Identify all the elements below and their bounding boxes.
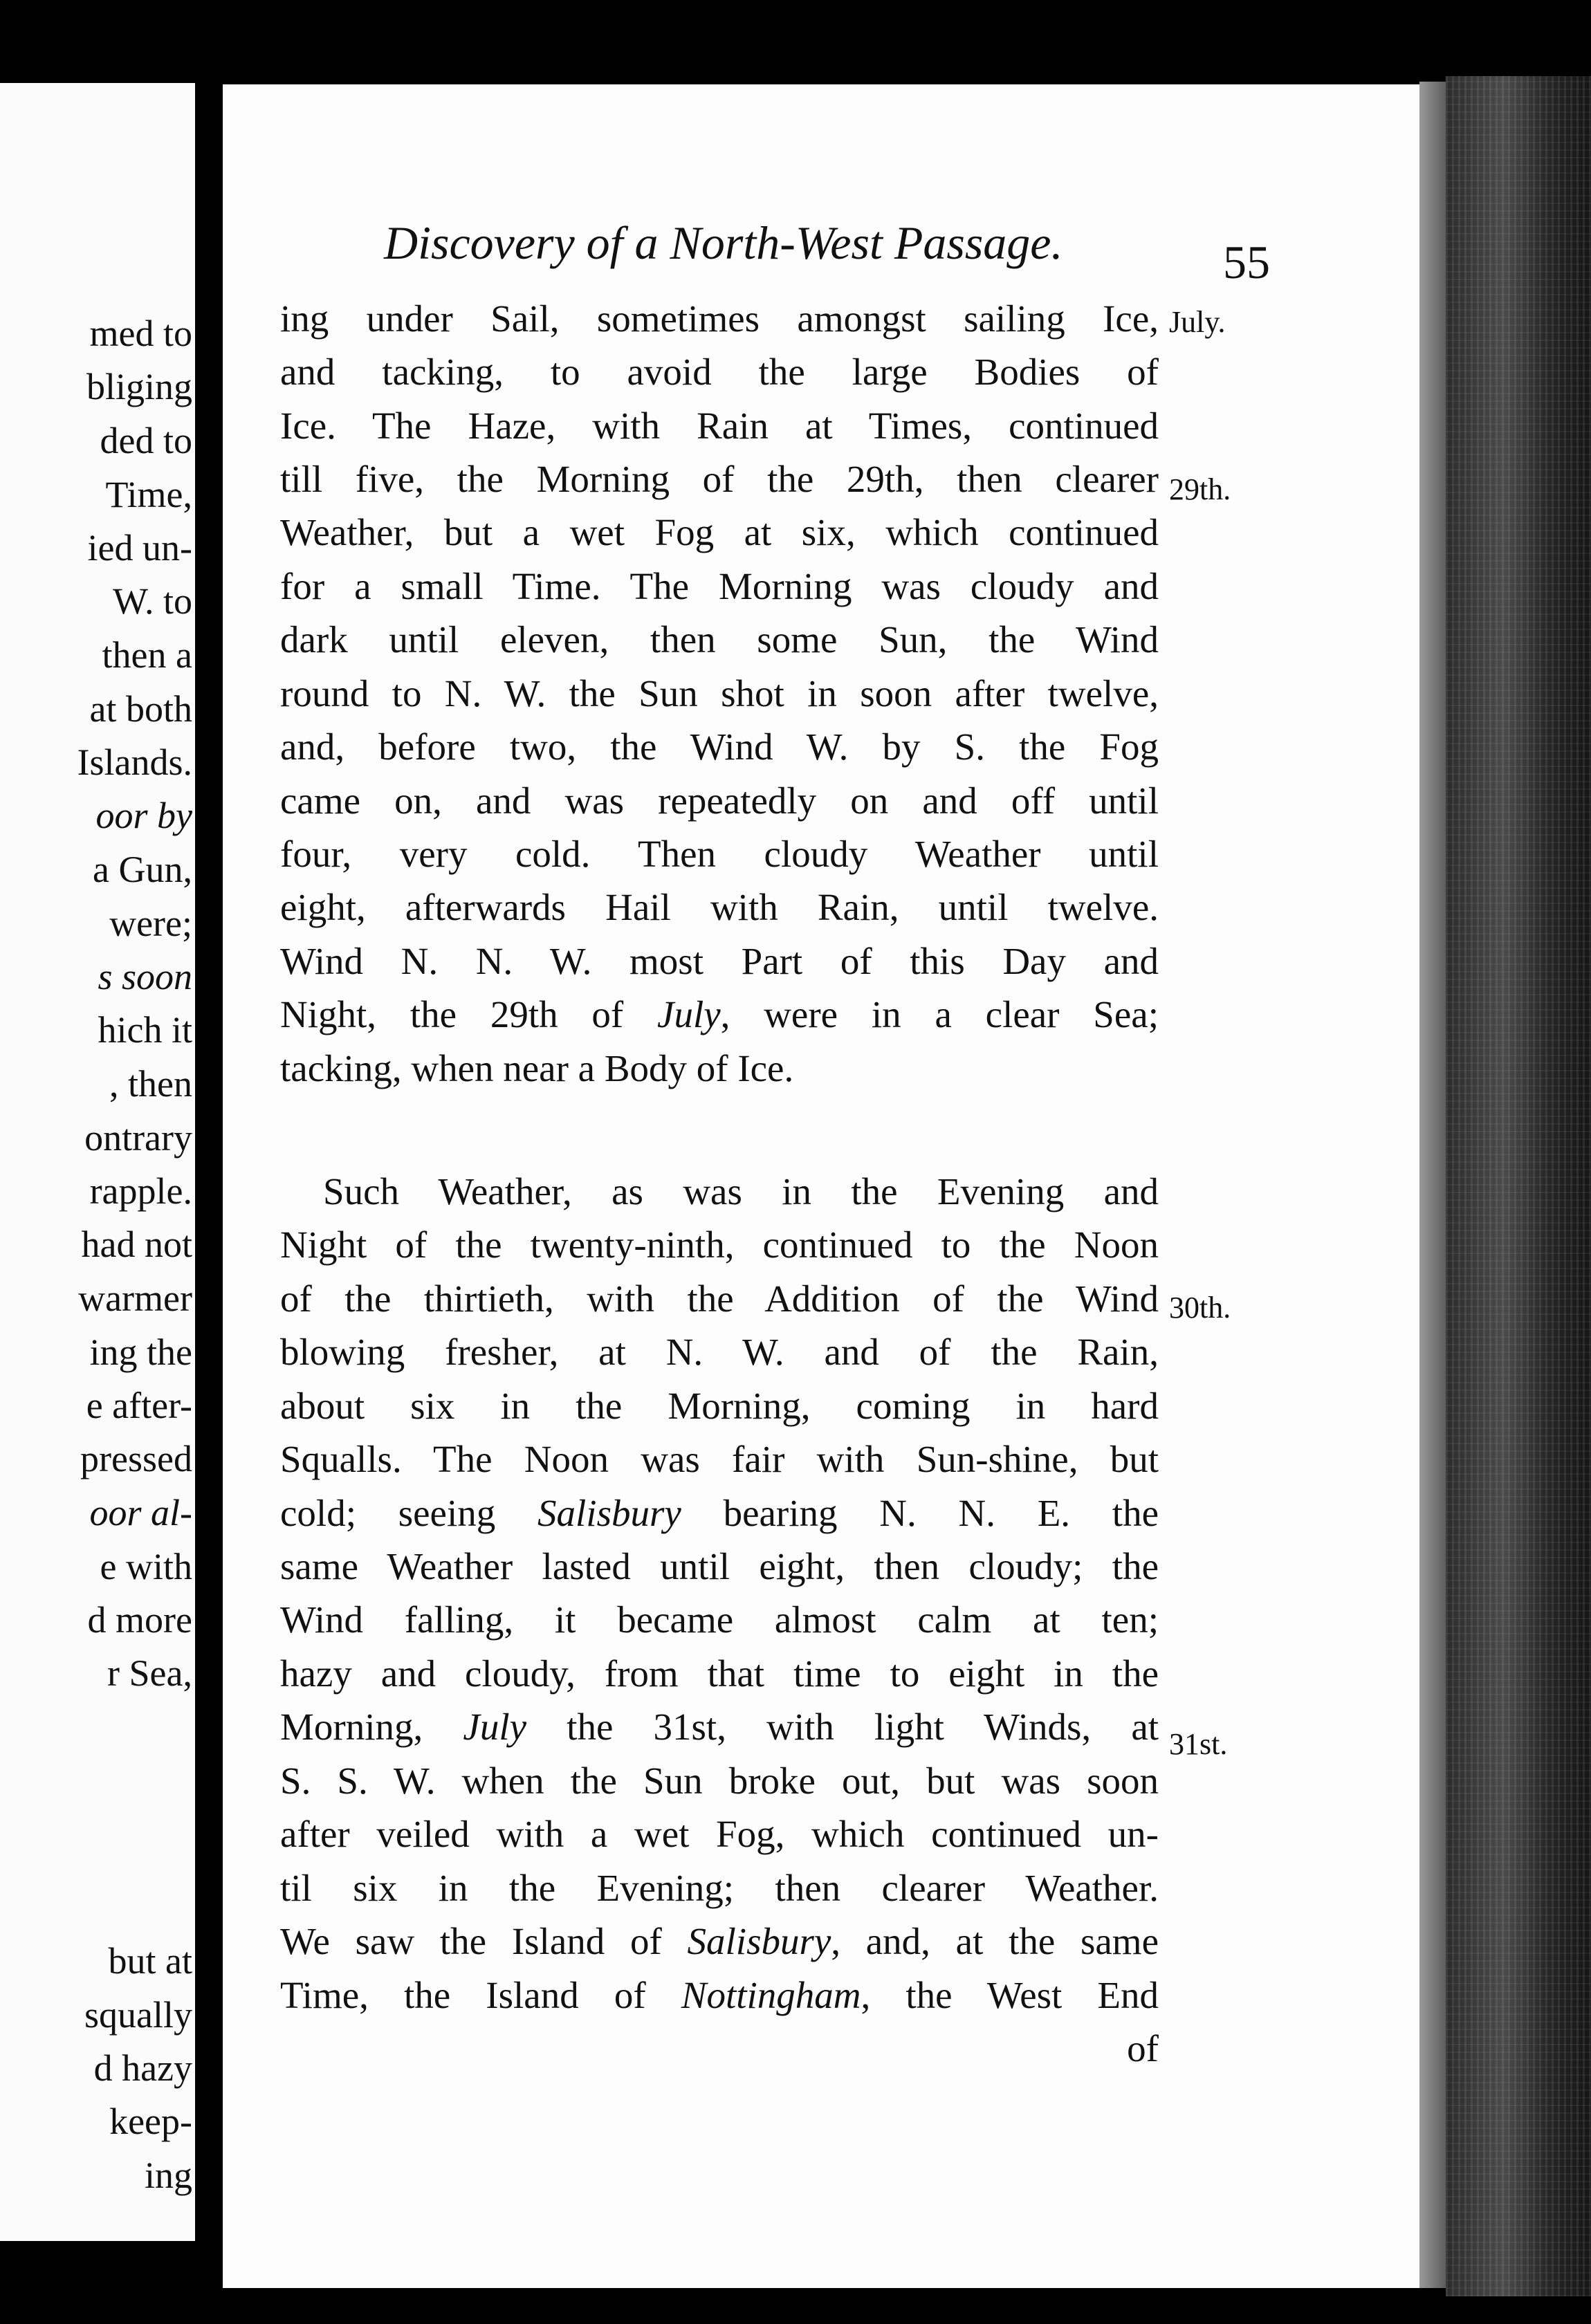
text-segment: bearing N. N. E. the [723, 1492, 1159, 1534]
text-segment: We saw the Island of [280, 1920, 662, 1962]
left-fragment: hich it [98, 1009, 192, 1051]
text-line: Squalls. The Noon was fair with Sun-shine, but [280, 1438, 1159, 1480]
margin-note: 31st. [1169, 1727, 1228, 1761]
page-number: 55 [1223, 236, 1270, 288]
left-fragment: W. to [112, 580, 192, 622]
left-fragment: Islands. [77, 741, 192, 783]
left-fragment: pressed [80, 1438, 192, 1479]
text-line: eight, afterwards Hail with Rain, until twelve. [280, 886, 1159, 928]
left-fragment: then a [102, 634, 192, 676]
text-segment: Morning, [280, 1706, 423, 1748]
text-line: round to N. W. the Sun shot in soon after twelve, [280, 672, 1159, 714]
left-fragment: oor by [95, 795, 192, 836]
left-fragment: at both [89, 688, 192, 730]
text-line: Such Weather, as was in the Evening and [323, 1170, 1159, 1212]
text-segment-italic: Salisbury [687, 1920, 831, 1962]
left-fragment: but at [108, 1940, 192, 1982]
running-head: Discovery of a North-West Passage. [384, 216, 1063, 269]
text-line [280, 1708, 1159, 1746]
text-segment-italic: Salisbury [537, 1492, 681, 1534]
text-segment: , were in a clear Sea; [720, 993, 1159, 1035]
text-line [280, 1976, 1159, 2014]
text-segment-italic: July [657, 993, 721, 1035]
margin-note: 29th. [1169, 472, 1231, 506]
text-segment: Time, the Island of [280, 1974, 646, 2016]
left-fragment: s soon [98, 956, 192, 997]
text-line: and, before two, the Wind W. by S. the Fog [280, 726, 1159, 768]
text-line: Wind falling, it became almost calm at ten; [280, 1598, 1159, 1641]
text-line: and tacking, to avoid the large Bodies of [280, 351, 1159, 393]
left-fragment: bliging [86, 366, 192, 407]
left-fragment: oor al- [89, 1492, 192, 1533]
left-fragment: e after- [86, 1385, 192, 1426]
text-line: came on, and was repeatedly on and off until [280, 780, 1159, 822]
left-fragment: warmer [78, 1278, 192, 1319]
text-segment-italic: July [463, 1706, 527, 1748]
left-fragment: squally [84, 1994, 192, 2036]
text-line: till five, the Morning of the 29th, then clearer [280, 458, 1159, 500]
text-line [280, 1494, 1159, 1532]
text-line: same Weather lasted until eight, then cloudy; the [280, 1545, 1159, 1587]
left-fragment: ded to [100, 420, 192, 461]
text-line: of the thirtieth, with the Addition of the Wind [280, 1278, 1159, 1320]
left-fragment: keep- [109, 2101, 192, 2142]
left-fragment: med to [89, 313, 192, 354]
margin-note: 30th. [1169, 1291, 1231, 1325]
text-line [280, 1922, 1159, 1960]
text-segment: , the West End [861, 1974, 1159, 2016]
left-fragment: Time, [105, 474, 192, 515]
book-edge [1446, 76, 1591, 2296]
left-fragment: ied un- [87, 527, 192, 569]
left-facing-page [0, 83, 195, 2241]
left-fragment: ontrary [84, 1117, 192, 1159]
text-line: blowing fresher, at N. W. and of the Rain, [280, 1331, 1159, 1373]
text-line: for a small Time. The Morning was cloudy and [280, 565, 1159, 607]
text-segment: the 31st, with light Winds, at [567, 1706, 1159, 1748]
catchword: of [1127, 2027, 1159, 2069]
text-line: Wind N. N. W. most Part of this Day and [280, 940, 1159, 982]
text-line: four, very cold. Then cloudy Weather until [280, 833, 1159, 875]
text-line: Ice. The Haze, with Rain at Times, continued [280, 405, 1159, 447]
text-segment: , and, at the same [831, 1920, 1159, 1962]
left-fragment: were; [109, 903, 192, 944]
text-line: Night of the twenty-ninth, continued to the Noon [280, 1224, 1159, 1266]
margin-note: July. [1169, 305, 1226, 339]
text-segment: Night, the 29th of [280, 993, 624, 1035]
text-line: S. S. W. when the Sun broke out, but was soon [280, 1760, 1159, 1802]
text-line: til six in the Evening; then clearer Weather. [280, 1867, 1159, 1909]
left-fragment: a Gun, [93, 849, 192, 890]
text-line: tacking, when near a Body of Ice. [280, 1047, 794, 1089]
left-fragment: ing the [89, 1331, 192, 1373]
left-fragment: ing [144, 2155, 192, 2196]
text-segment: cold; seeing [280, 1492, 496, 1534]
text-line: about six in the Morning, coming in hard [280, 1385, 1159, 1427]
left-fragment: , then [109, 1063, 192, 1105]
text-line: hazy and cloudy, from that time to eight in the [280, 1652, 1159, 1695]
text-line: ing under Sail, sometimes amongst sailing Ice, [280, 297, 1159, 340]
left-fragment: d hazy [93, 2047, 192, 2089]
left-fragment: r Sea, [107, 1652, 192, 1694]
text-segment-italic: Nottingham [681, 1974, 861, 2016]
text-line: after veiled with a wet Fog, which continued un- [280, 1813, 1159, 1855]
left-fragment: d more [87, 1599, 192, 1641]
text-line: Weather, but a wet Fog at six, which continued [280, 511, 1159, 553]
text-line [280, 995, 1159, 1033]
left-fragment: rapple. [89, 1170, 192, 1212]
left-fragment: e with [100, 1546, 192, 1587]
text-line: dark until eleven, then some Sun, the Wind [280, 618, 1159, 661]
left-fragment: had not [81, 1224, 192, 1265]
